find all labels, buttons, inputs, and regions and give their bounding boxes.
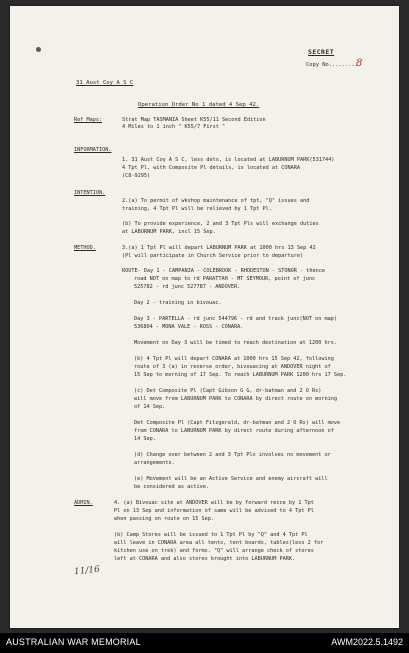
information-heading: INFORMATION. [74, 147, 112, 153]
method-line: (Pl will participate in Church Service prior to departure) [122, 253, 304, 259]
handwritten-signature: 11/16 [73, 564, 101, 578]
method-line: be considered as active. [134, 484, 209, 490]
admin-line: 4. (a) Bivouac site at ANDOVER will be by forward recce by 1 Tpt [114, 500, 314, 506]
method-line: of 14 Sep. [134, 404, 166, 410]
copy-number-label: Copy No......... [306, 62, 358, 68]
method-line: Det Composite Pl (Capt Fitzgerald, dr-batman and 2 O Rs) will move [134, 420, 341, 426]
admin-heading: ADMIN. [74, 500, 93, 506]
intention-line: (b) To provide experience, 2 and 3 Tpt Pls will exchange duties [122, 221, 319, 227]
method-line: 536804 - MONA VALE - ROSS - CONARA. [134, 324, 244, 330]
document-page [10, 6, 399, 628]
method-line: road NOT on map to rd PARATTAH - MT SEYMOUR, point of junc [134, 276, 316, 282]
method-line: (e) Movement will be an Active Service and enemy aircraft will [134, 476, 328, 482]
unit-name: 31 Aust Coy A S C [76, 80, 134, 86]
intention-line: training, 4 Tpt Pl will be relieved by 1 Tpt Pl. [122, 206, 272, 212]
archive-name: AUSTRALIAN WAR MEMORIAL [6, 637, 141, 647]
intention-line: at LABURNUM PARK, incl 15 Sep. [122, 229, 216, 235]
punch-hole [36, 47, 41, 52]
archive-reference: AWM2022.5.1492 [331, 637, 403, 647]
intention-line: 2.(a) To permit of wkshop maintenance of tpt, "Q" issues and [122, 198, 310, 204]
method-heading: METHOD. [74, 245, 96, 251]
method-line: from CONARA to LABURNUM PARK by direct route during afternoon of [134, 428, 334, 434]
method-line: ROUTE- Day 1 - CAMPANIA - COLEBROOK - RHODESTON - STONOR - thence [122, 268, 326, 274]
admin-line: kitchen use on trek) and forms. "Q" will arrange check of stores [114, 548, 314, 554]
information-line: 4 Tpt Pl, with Composite Pl details, is located at CONARA [122, 165, 301, 171]
method-line: (d) Change over between 2 and 3 Tpt Pls involves no movement or [134, 452, 331, 458]
information-line: (C8-9295) [122, 173, 151, 179]
method-line: 525782 - rd junc 527787 - ANDOVER. [134, 284, 241, 290]
ref-line: 4 Miles to 1 inch " K55/7 First " [122, 124, 226, 130]
admin-line: will leave in CONARA area all tents, tent boards, tables(less 2 for [114, 540, 324, 546]
copy-number: 8 [356, 58, 363, 69]
intention-heading: INTENTION. [74, 190, 106, 196]
method-line: route of 3 (a) in reverse order, bivouacing at ANDOVER night of [134, 364, 331, 370]
admin-line: (b) Camp Stores will be issued to 1 Tpt Pl by "Q" and 4 Tpt Pl [114, 532, 308, 538]
order-title: Operation Order No 1 dated 4 Sep 42. [138, 102, 260, 108]
method-line: Movement on Day 3 will be timed to reach destination at 1200 hrs. [134, 340, 338, 346]
classification-label: SECRET [308, 48, 335, 56]
method-line: will move from LABURNUM PARK to CONARA by direct route on morning [134, 396, 338, 402]
method-line: (b) 4 Tpt Pl will depart CONARA at 1000 hrs 15 Sep 42, following [134, 356, 334, 362]
ref-line: Strat Map TASMANIA Sheet K55/11 Second Edition [122, 117, 266, 123]
archive-footer [0, 633, 409, 653]
ref-heading: Ref Maps: [74, 117, 103, 123]
method-line: Day 2 - training in bivouac. [134, 300, 222, 306]
information-line: 1. 31 Aust Coy A S C, less dets, is located at LABURNUM PARK(531744) [122, 157, 335, 163]
method-line: Day 3 - PARTELLA - rd junc 544796 - rd and track junc(NOT on map) [134, 316, 338, 322]
method-line: 3.(a) 1 Tpt Pl will depart LABURNUM PARK at 1000 hrs 13 Sep 42 [122, 245, 316, 251]
admin-line: when passing on route on 15 Sep. [114, 516, 214, 522]
method-line: (c) Det Composite Pl (Capt Gibson G G, dr-batman and 2 O Rs) [134, 388, 322, 394]
method-line: 15 Sep to morning of 17 Sep. To reach LABURNUM PARK 1200 hrs 17 Sep. [134, 372, 347, 378]
admin-line: left at CONARA and also stores brought into LABURNUM PARK. [114, 556, 296, 562]
admin-line: Pl on 13 Sep and information of same will be advised to 4 Tpt Pl [114, 508, 314, 514]
method-line: arrangements. [134, 460, 175, 466]
method-line: 14 Sep. [134, 436, 156, 442]
